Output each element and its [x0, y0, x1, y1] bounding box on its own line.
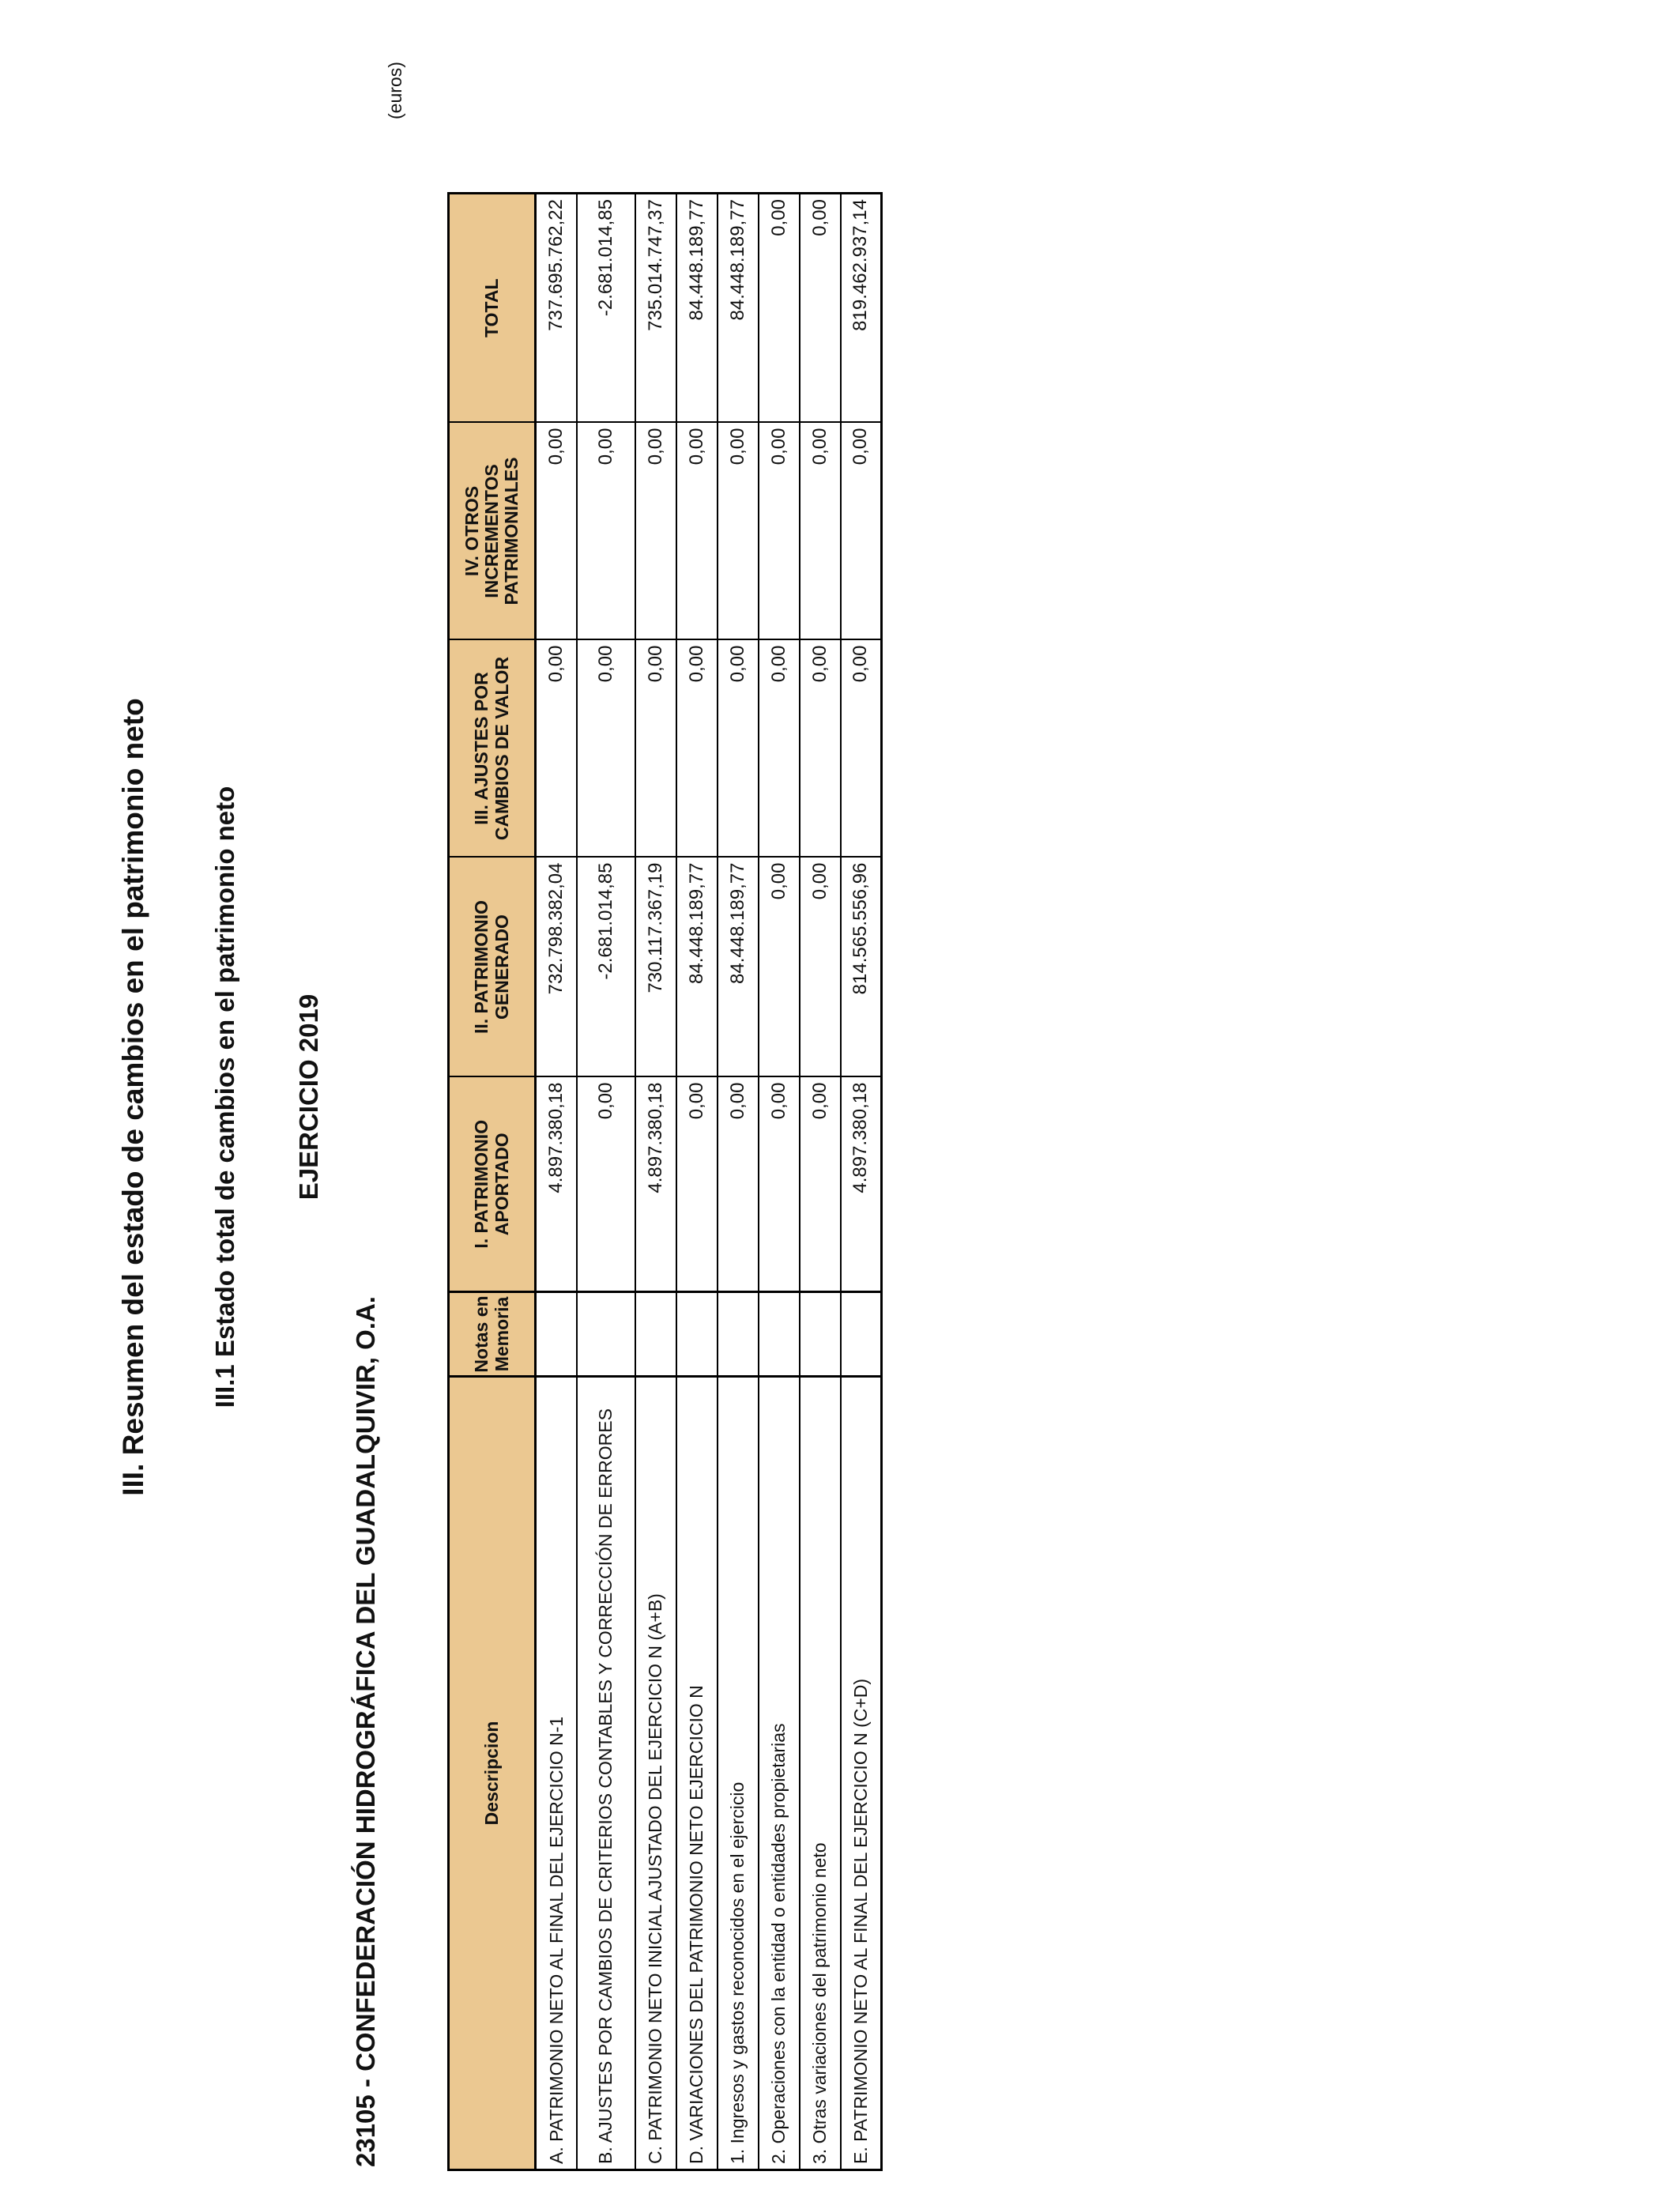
table-header-row — [449, 194, 536, 2170]
row-ajustes-valor: 0,00 — [718, 640, 759, 858]
header-description: Descripcion — [449, 1377, 536, 2170]
header-ajustes-valor: III. AJUSTES POR CAMBIOS DE VALOR — [449, 640, 536, 858]
row-total: 737.695.762,22 — [536, 194, 577, 423]
row-total: -2.681.014,85 — [577, 194, 635, 423]
row-total: 819.462.937,14 — [841, 194, 882, 423]
table-row — [536, 194, 577, 2170]
row-otros-incrementos: 0,00 — [800, 423, 841, 640]
row-ajustes-valor: 0,00 — [841, 640, 882, 858]
entity-name: 23105 - CONFEDERACIÓN HIDROGRÁFICA DEL GUADALQUIVIR, O.A. — [351, 1296, 380, 2167]
row-total: 84.448.189,77 — [718, 194, 759, 423]
table-body — [536, 194, 882, 2170]
row-total: 0,00 — [800, 194, 841, 423]
row-otros-incrementos: 0,00 — [841, 423, 882, 640]
row-notes — [841, 1292, 882, 1377]
row-total: 84.448.189,77 — [676, 194, 718, 423]
row-patrimonio-generado: 84.448.189,77 — [676, 858, 718, 1077]
row-patrimonio-generado: 84.448.189,77 — [718, 858, 759, 1077]
row-notes — [577, 1292, 635, 1377]
row-notes — [718, 1292, 759, 1377]
row-patrimonio-aportado: 0,00 — [676, 1077, 718, 1292]
row-description: D. VARIACIONES DEL PATRIMONIO NETO EJERCICIO N — [676, 1377, 718, 2170]
table-row — [718, 194, 759, 2170]
row-patrimonio-aportado: 4.897.380,18 — [536, 1077, 577, 1292]
row-otros-incrementos: 0,00 — [635, 423, 676, 640]
currency-units: (euros) — [385, 62, 405, 119]
row-patrimonio-aportado: 0,00 — [800, 1077, 841, 1292]
row-otros-incrementos: 0,00 — [577, 423, 635, 640]
row-patrimonio-generado: 0,00 — [759, 858, 800, 1077]
row-description: 3. Otras variaciones del patrimonio neto — [800, 1377, 841, 2170]
row-otros-incrementos: 0,00 — [718, 423, 759, 640]
table-row — [800, 194, 841, 2170]
table-row — [577, 194, 635, 2170]
row-patrimonio-generado: -2.681.014,85 — [577, 858, 635, 1077]
row-patrimonio-aportado: 0,00 — [759, 1077, 800, 1292]
fiscal-period: EJERCICIO 2019 — [294, 993, 323, 1201]
header-total: TOTAL — [449, 194, 536, 423]
row-description: B. AJUSTES POR CAMBIOS DE CRITERIOS CONTABLES Y CORRECCIÓN DE ERRORES — [577, 1377, 635, 2170]
table-row — [759, 194, 800, 2170]
row-patrimonio-generado: 814.565.556,96 — [841, 858, 882, 1077]
row-otros-incrementos: 0,00 — [759, 423, 800, 640]
row-patrimonio-aportado: 0,00 — [577, 1077, 635, 1292]
page-title: III. Resumen del estado de cambios en el patrimonio neto — [117, 698, 149, 1496]
header-patrimonio-generado: II. PATRIMONIO GENERADO — [449, 858, 536, 1077]
row-patrimonio-generado: 0,00 — [800, 858, 841, 1077]
row-total: 0,00 — [759, 194, 800, 423]
header-patrimonio-aportado: I. PATRIMONIO APORTADO — [449, 1077, 536, 1292]
row-notes — [676, 1292, 718, 1377]
row-description: A. PATRIMONIO NETO AL FINAL DEL EJERCICIO N-1 — [536, 1377, 577, 2170]
header-notes: Notas en Memoria — [449, 1292, 536, 1377]
row-patrimonio-generado: 732.798.382,04 — [536, 858, 577, 1077]
row-ajustes-valor: 0,00 — [759, 640, 800, 858]
row-total: 735.014.747,37 — [635, 194, 676, 423]
table-row — [676, 194, 718, 2170]
row-description: 1. Ingresos y gastos reconocidos en el ejercicio — [718, 1377, 759, 2170]
row-patrimonio-aportado: 0,00 — [718, 1077, 759, 1292]
row-ajustes-valor: 0,00 — [800, 640, 841, 858]
row-description: E. PATRIMONIO NETO AL FINAL DEL EJERCICIO N (C+D) — [841, 1377, 882, 2170]
table-row — [635, 194, 676, 2170]
row-ajustes-valor: 0,00 — [577, 640, 635, 858]
row-ajustes-valor: 0,00 — [676, 640, 718, 858]
net-equity-changes-table — [447, 192, 883, 2171]
row-otros-incrementos: 0,00 — [536, 423, 577, 640]
table-row — [841, 194, 882, 2170]
row-patrimonio-aportado: 4.897.380,18 — [635, 1077, 676, 1292]
row-patrimonio-generado: 730.117.367,19 — [635, 858, 676, 1077]
row-description: 2. Operaciones con la entidad o entidades propietarias — [759, 1377, 800, 2170]
row-otros-incrementos: 0,00 — [676, 423, 718, 640]
row-description: C. PATRIMONIO NETO INICIAL AJUSTADO DEL EJERCICIO N (A+B) — [635, 1377, 676, 2170]
row-patrimonio-aportado: 4.897.380,18 — [841, 1077, 882, 1292]
row-ajustes-valor: 0,00 — [536, 640, 577, 858]
row-notes — [635, 1292, 676, 1377]
row-notes — [759, 1292, 800, 1377]
page-subtitle: III.1 Estado total de cambios en el patrimonio neto — [210, 786, 239, 1408]
row-ajustes-valor: 0,00 — [635, 640, 676, 858]
header-otros-incrementos: IV. OTROS INCREMENTOS PATRIMONIALES — [449, 423, 536, 640]
row-notes — [536, 1292, 577, 1377]
row-notes — [800, 1292, 841, 1377]
